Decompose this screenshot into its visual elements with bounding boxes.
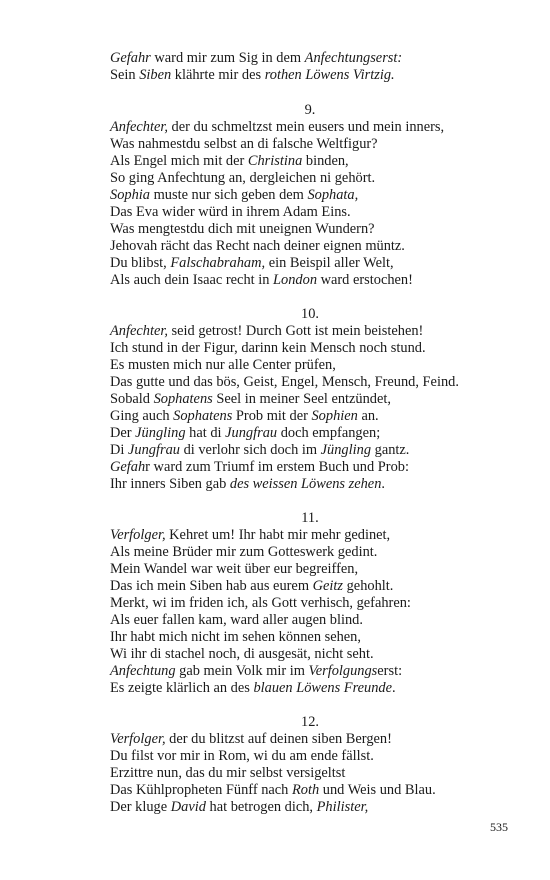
verse-line: [110, 408, 510, 425]
text-segment: di verlohr sich doch im: [179, 442, 321, 458]
stanza: [110, 50, 510, 84]
text-segment: und Weis und Blau.: [319, 782, 436, 798]
stanza: [110, 119, 510, 289]
verse-line: [110, 340, 510, 357]
italic-text: des weissen Löwens zehen: [229, 476, 382, 492]
text-segment: Als auch dein Isaac recht in: [110, 272, 274, 288]
italic-text: Anfechtung: [110, 663, 176, 679]
text-segment: Kehret um! Ihr habt mir mehr gedinet,: [165, 527, 391, 543]
text-segment: Das ich mein Siben hab aus eurem: [110, 578, 313, 594]
text-segment: erst:: [377, 663, 403, 679]
italic-text: Sophien: [311, 408, 358, 424]
text-segment: Seel in meiner Seel entzündet,: [212, 391, 391, 407]
text-segment: .: [381, 476, 386, 492]
verse-line: [110, 663, 510, 680]
text-segment: Der kluge: [110, 799, 171, 815]
italic-text: Verfolger,: [110, 731, 166, 747]
verse-line: [110, 578, 510, 595]
text-segment: Das Kühlpropheten Fünff nach: [110, 782, 292, 798]
text-segment: Mein Wandel war weit über eur begreiffen,: [110, 561, 359, 577]
text-segment: gab mein Volk mir im: [175, 663, 309, 679]
verse-line: [110, 527, 510, 544]
verse-line: [110, 67, 510, 84]
italic-text: Falschabraham,: [170, 255, 266, 271]
text-segment: Ich stund in der Figur, darinn kein Mensch noch stund.: [110, 340, 426, 356]
verse-line: [110, 238, 510, 255]
verse-line: [110, 170, 510, 187]
italic-text: Roth: [291, 782, 320, 798]
text-segment: Als meine Brüder mir zum Gotteswerk gedint.: [110, 544, 378, 560]
text-segment: seid getrost! Durch Gott ist mein beistehen!: [167, 323, 424, 339]
text-segment: Jehovah rächt das Recht nach deiner eignen müntz.: [110, 238, 405, 254]
stanza-number: 11.: [301, 510, 319, 526]
italic-text: Sophata,: [307, 187, 359, 203]
verse-line: [110, 476, 510, 493]
text-segment: Als euer fallen kam, ward aller augen blind.: [110, 612, 363, 628]
verse-line: [110, 50, 510, 67]
text-segment: Wi ihr di stachel noch, di ausgesät, nicht seht.: [110, 646, 374, 662]
italic-text: Jungfrau: [225, 425, 278, 441]
stanza-number: 9.: [304, 102, 316, 118]
verse-line: [110, 748, 510, 765]
verse-line: [110, 357, 510, 374]
verse-line: [110, 459, 510, 476]
italic-text: Christina: [247, 153, 303, 169]
verse-line: [110, 646, 510, 663]
verse-line: [110, 782, 510, 799]
verse-line: [110, 442, 510, 459]
text-segment: So ging Anfechtung an, dergleichen ni gehört.: [110, 170, 376, 186]
italic-text: Anfechtungserst:: [304, 50, 403, 66]
verse-line: [110, 272, 510, 289]
text-segment: ein Beispil aller Welt,: [265, 255, 394, 271]
page-number: 535: [490, 820, 508, 834]
italic-text: Jüngling: [320, 442, 372, 458]
italic-text: Sophatens: [153, 391, 213, 407]
text-segment: hat di: [185, 425, 226, 441]
italic-text: Siben: [139, 67, 172, 83]
text-segment: Merkt, wi im friden ich, als Gott verhisch, gefahren:: [110, 595, 411, 611]
text-segment: an.: [357, 408, 379, 424]
text-segment: hat betrogen dich,: [205, 799, 317, 815]
text-segment: gantz.: [371, 442, 410, 458]
text-segment: der du schmeltzst mein eusers und mein inners,: [167, 119, 445, 135]
italic-text: Philister,: [316, 799, 369, 815]
text-segment: Ihr habt mich nicht im sehen können sehen,: [110, 629, 361, 645]
text-segment: doch empfangen;: [277, 425, 381, 441]
verse-line: [110, 187, 510, 204]
verse-line: [110, 323, 510, 340]
text-segment: ward erstochen!: [317, 272, 413, 288]
text-segment: Ihr inners Siben gab: [110, 476, 230, 492]
text-segment: r ward zum Triumf im erstem Buch und Prob:: [145, 459, 409, 475]
verse-line: [110, 612, 510, 629]
text-segment: Als Engel mich mit der: [110, 153, 248, 169]
verse-line: [110, 255, 510, 272]
verse-line: [110, 561, 510, 578]
text-segment: Ging auch: [110, 408, 174, 424]
italic-text: Verfolgungs: [308, 663, 378, 679]
verse-line: [110, 153, 510, 170]
italic-text: Geitz: [312, 578, 344, 594]
italic-text: Anfechter,: [110, 323, 168, 339]
verse-line: [110, 391, 510, 408]
verse-line: [110, 425, 510, 442]
text-segment: klährte mir des: [171, 67, 265, 83]
verse-line: [110, 204, 510, 221]
text-segment: Du blibst,: [110, 255, 171, 271]
text-segment: Du filst vor mir in Rom, wi du am ende fällst.: [110, 748, 374, 764]
italic-text: Jüngling: [135, 425, 186, 441]
verse-line: [110, 799, 510, 816]
italic-text: Gefah: [110, 459, 146, 475]
verse-line: [110, 629, 510, 646]
text-segment: Das Eva wider würd in ihrem Adam Eins.: [110, 204, 351, 220]
text-segment: Es zeigte klärlich an des: [110, 680, 254, 696]
italic-text: Verfolger,: [110, 527, 166, 543]
verse-line: [110, 374, 510, 391]
verse-line: [110, 119, 510, 136]
text-segment: Das gutte und das bös, Geist, Engel, Mensch, Freund, Feind.: [110, 374, 459, 390]
text-segment: der du blitzst auf deinen siben Bergen!: [165, 731, 392, 747]
text-segment: muste nur sich geben dem: [149, 187, 308, 203]
italic-text: Anfechter,: [110, 119, 168, 135]
text-segment: Es musten mich nur alle Center prüfen,: [110, 357, 336, 373]
italic-text: Gefahr: [110, 50, 151, 66]
italic-text: Sophia: [110, 187, 150, 203]
stanza: [110, 323, 510, 493]
verse-line: [110, 731, 510, 748]
verse-line: [110, 595, 510, 612]
text-segment: Di: [110, 442, 128, 458]
stanza-number: 10.: [301, 306, 319, 322]
text-segment: Der: [110, 425, 136, 441]
stanza: [110, 731, 510, 816]
text-segment: Prob mit der: [232, 408, 312, 424]
verse-line: [110, 221, 510, 238]
text-segment: gehohlt.: [343, 578, 394, 594]
text-segment: Was nahmestdu selbst an di falsche Weltfigur?: [110, 136, 378, 152]
stanza: [110, 527, 510, 697]
italic-text: Sophatens: [173, 408, 233, 424]
italic-text: rothen Löwens Virtzig.: [264, 67, 395, 83]
text-segment: Sobald: [110, 391, 154, 407]
text-segment: Was mengtestdu dich mit uneignen Wundern?: [110, 221, 375, 237]
text-segment: binden,: [302, 153, 349, 169]
text-segment: Sein: [110, 67, 140, 83]
verse-line: [110, 136, 510, 153]
italic-text: London: [273, 272, 318, 288]
text-segment: Erzittre nun, das du mir selbst versigeltst: [110, 765, 346, 781]
verse-line: [110, 765, 510, 782]
italic-text: David: [170, 799, 206, 815]
verse-line: [110, 544, 510, 561]
verse-line: [110, 680, 510, 697]
stanza-number: 12.: [301, 714, 319, 730]
text-segment: .: [392, 680, 396, 696]
italic-text: blauen Löwens Freunde: [253, 680, 393, 696]
text-segment: ward mir zum Sig in dem: [150, 50, 305, 66]
italic-text: Jungfrau: [128, 442, 180, 458]
